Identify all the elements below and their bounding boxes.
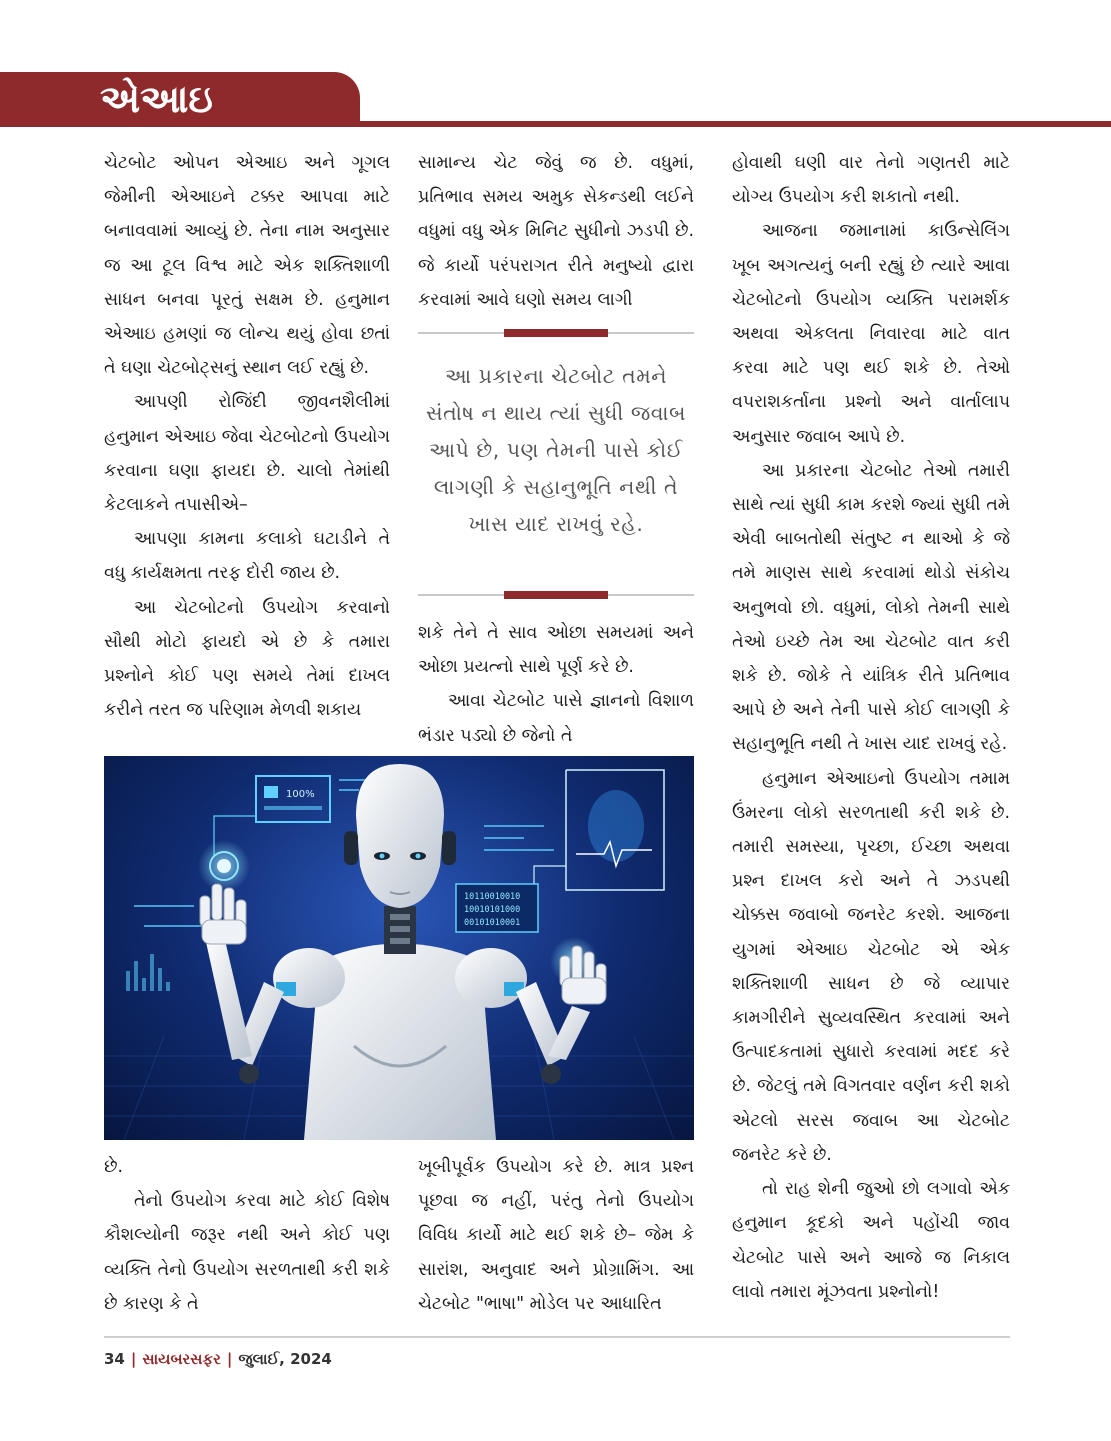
- robot-icon: [200, 764, 606, 1140]
- footer-rule: [104, 1336, 1010, 1338]
- paragraph: હોવાથી ઘણી વાર તેનો ગણતરી માટે યોગ્ય ઉપયોગ કરી શકાતો નથી.: [732, 153, 1010, 208]
- robot-illustration-svg: [104, 756, 694, 1140]
- footer-separator: |: [226, 1350, 233, 1368]
- column-1-top: [104, 146, 390, 727]
- column-2-bottom: [418, 1150, 694, 1321]
- paragraph: ચેટબોટ ઓપન એઆઇ અને ગૂગલ જેમીની એઆઇને ટક્કર આપવા માટે બનાવવામાં આવ્યું છે. તેના નામ અનુસાર જ આ ટૂલ વિશ્વ માટે એક શક્તિશાળી સાધન બનવા પૂરતું સક્ષમ છે. હનુમાન એઆઇ હમણાં જ લોન્ચ થયું હોવા છતાં તે ઘણા ચેટબોટ્સનું સ્થાન લઈ રહ્યું છે.: [104, 153, 390, 379]
- column-1-bottom: [104, 1150, 390, 1321]
- paragraph: શકે તેને તે સાવ ઓછા સમયમાં અને ઓછા પ્રયત્નો સાથે પૂર્ણ કરે છે.: [418, 623, 694, 678]
- issue-date: જુલાઈ, 2024: [238, 1350, 332, 1368]
- paragraph: આપણી રોજિંદી જીવનશૈલીમાં હનુમાન એઆઇ જેવા ચેટબોટનો ઉપયોગ કરવાના ઘણા ફાયદા છે. ચાલો તેમાંથી કેટલાકને તપાસીએ–: [104, 392, 390, 516]
- paragraph: સામાન્ય ચેટ જેવું જ છે. વધુમાં, પ્રતિભાવ સમય અમુક સેકન્ડથી લઈને વધુમાં વધુ એક મિનિટ સુધીનો ઝડપી છે. જે કાર્યો પરંપરાગત રીતે મનુષ્યો દ્વારા કરવામાં આવે ઘણો સમય લાગી: [418, 153, 694, 310]
- paragraph: આ ચેટબોટનો ઉપયોગ કરવાનો સૌથી મોટો ફાયદો એ છે કે તમારા પ્રશ્નોને કોઈ પણ સમયે તેમાં દાખલ કરીને તરત જ પરિણામ મેળવી શકાય: [104, 597, 390, 721]
- binary-panel-icon: [456, 884, 538, 932]
- binary-line: 00101010001: [464, 918, 521, 928]
- pull-quote: [418, 332, 694, 602]
- paragraph: આપણા કામના કલાકો ઘટાડીને તે વધુ કાર્યક્ષમતા તરફ દોરી જાય છે.: [104, 529, 390, 584]
- paragraph: તો રાહ શેની જુઓ છો લગાવો એક હનુમાન કૂદકો અને પહોંચી જાવ ચેટબોટ પાસે અને આજે જ નિકાલ લાવો તમારા મૂંઝવતા પ્રશ્નોનો!: [732, 1179, 1010, 1302]
- hud-progress-label: 100%: [286, 789, 315, 800]
- section-title: એઆઇ: [100, 77, 213, 121]
- column-2-top: [418, 146, 694, 317]
- paragraph: આવા ચેટબોટ પાસે જ્ઞાનનો વિશાળ ભંડાર પડ્યો છે જેનો તે: [418, 691, 694, 746]
- footer-separator: |: [130, 1350, 137, 1368]
- column-3: [732, 146, 1010, 1309]
- pull-quote-top-accent: [504, 329, 608, 337]
- hud-bars-icon: [126, 954, 170, 991]
- magazine-name: સાયબરસફર: [142, 1350, 221, 1368]
- paragraph: છે.: [104, 1157, 123, 1177]
- paragraph: હનુમાન એઆઇનો ઉપયોગ તમામ ઉંમરના લોકો સરળતાથી કરી શકે છે. તમારી સમસ્યા, પૃચ્છા, ઈચ્છા અથવા પ્રશ્ન દાખલ કરો અને તે ઝડપથી ચોક્કસ જવાબો જનરેટ કરશે. આજના યુગમાં એઆઇ ચેટબોટ એ એક શક્તિશાળી સાધન છે જે વ્યાપાર કામગીરીને સુવ્યવસ્થિત કરવામાં અને ઉત્પાદકતામાં સુધારો કરવામાં મદદ કરે છે. જેટલું તમે વિગતવાર વર્ણન કરી શકો એટલો સરસ જવાબ આ ચેટબોટ જનરેટ કરે છે.: [732, 768, 1010, 1165]
- page-number: 34: [104, 1350, 125, 1368]
- paragraph: તેનો ઉપયોગ કરવા માટે કોઈ વિશેષ કૌશલ્યોની જરૂર નથી અને કોઈ પણ વ્યક્તિ તેનો ઉપયોગ સરળતાથી કરી શકે છે કારણ કે તે: [104, 1191, 390, 1314]
- robot-illustration: [104, 756, 694, 1140]
- binary-line: 10110010010: [464, 892, 521, 902]
- column-2-middle: [418, 616, 694, 753]
- pull-quote-text: આ પ્રકારના ચેટબોટ તમને સંતોષ ન થાય ત્યાં સુધી જવાબ આપે છે, પણ તેમની પાસે કોઈ લાગણી કે સહાનુભૂતિ નથી તે ખાસ યાદ રાખવું રહે.: [426, 364, 686, 536]
- paragraph: આ પ્રકારના ચેટબોટ તેઓ તમારી સાથે ત્યાં સુધી કામ કરશે જ્યાં સુધી તમે એવી બાબતોથી સંતુષ્ટ ન થાઓ કે જે તમે માણસ સાથે કરવામાં થોડો સંકોચ અનુભવો છો. વધુમાં, લોકો તેમની સાથે તેઓ ઇચ્છે તેમ આ ચેટબોટ વાત કરી શકે છે. જોકે તે યાંત્રિક રીતે પ્રતિભાવ આપે છે અને તેની પાસે કોઈ લાગણી કે સહાનુભૂતિ નથી તે ખાસ યાદ રાખવું રહે.: [732, 460, 1010, 755]
- binary-line: 10010101000: [464, 905, 521, 915]
- paragraph: આજના જમાનામાં કાઉન્સેલિંગ ખૂબ અગત્યનું બની રહ્યું છે ત્યારે આવા ચેટબોટનો ઉપયોગ વ્યક્તિ પરામર્શક અથવા એકલતા નિવારવા માટે વાત કરવા માટે પણ થઈ શકે છે. તેઓ વપરાશકર્તાના પ્રશ્નો અને વાર્તાલાપ અનુસાર જવાબ આપે છે.: [732, 221, 1010, 447]
- page-footer: [104, 1350, 332, 1368]
- paragraph: ખૂબીપૂર્વક ઉપયોગ કરે છે. માત્ર પ્રશ્ન પૂછવા જ નહીં, પરંતુ તેનો ઉપયોગ વિવિધ કાર્યો માટે થઈ શકે છે– જેમ કે સારાંશ, અનુવાદ અને પ્રોગ્રામિંગ. આ ચેટબોટ "ભાષા" મોડેલ પર આધારિત: [418, 1157, 694, 1314]
- pull-quote-bottom-accent: [504, 591, 608, 599]
